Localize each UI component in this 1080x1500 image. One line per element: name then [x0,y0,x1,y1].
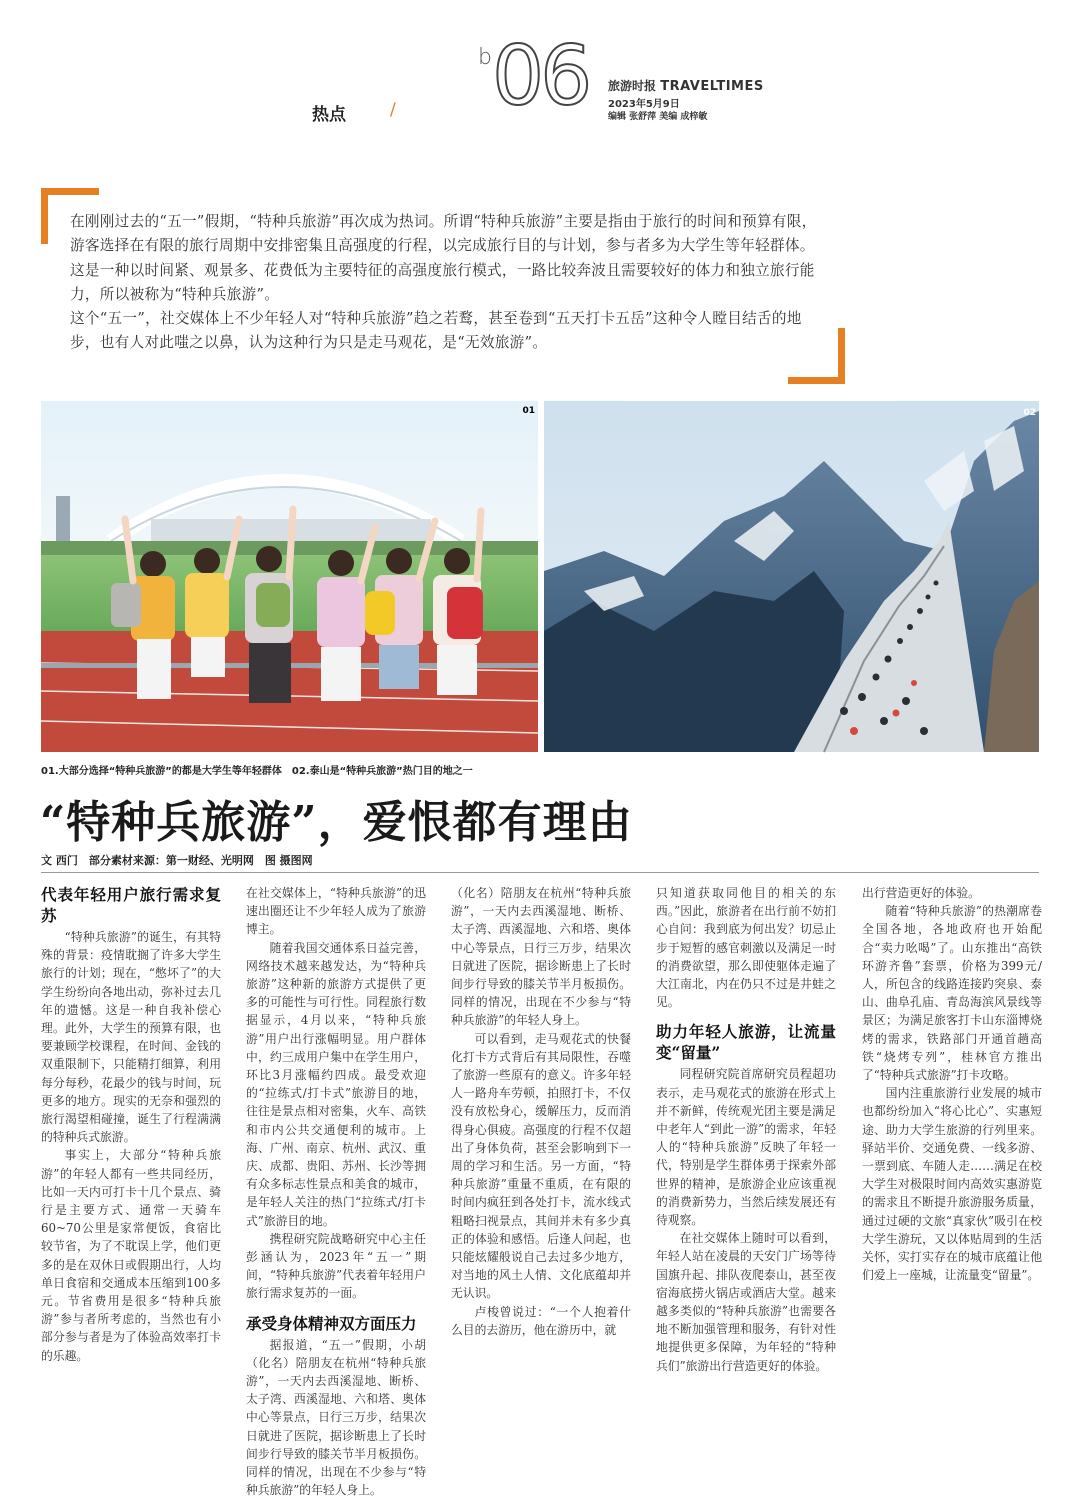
page-letter: b [478,45,492,70]
bracket-bottom-right-vertical [838,328,845,384]
photo-students-illustration [41,401,538,752]
page-number: 06 [492,29,589,124]
photo-number-02: 02 [1023,408,1036,418]
paragraph: 只知道获取同他目的相关的东西。”因此，旅游者在出行前不妨扪心自问：我到底为何出发？切忌止步于短暂的感官刺激以及满足一时的消费欲望，那么即使躯体走遍了大江南北，内在仍只不过是井蛙之见。 [656,886,836,1010]
paragraph: 在社交媒体上，“特种兵旅游”的迅速出圈还让不少年轻人成为了旅游博主。 [246,886,426,937]
subheading: 承受身体精神双方面压力 [246,1313,417,1333]
intro-paragraph: 在刚刚过去的“五一”假期，“特种兵旅游”再次成为热词。所谓“特种兵旅游”主要是指由于旅行的时间和预算有限，游客选择在有限的旅行周期中安排密集且高强度的行程，以完成旅行目的与计划，参与者多为大学生等年轻群体。这是一种以时间紧、观景多、花费低为主要特征的高强度旅行模式，一路比较奔波且需要较好的体力和独立旅行能力，所以被称为“特种兵旅游”。 [70,213,817,303]
divider [41,872,1039,873]
bracket-top-left [41,188,99,195]
bracket-bottom-right [788,377,845,384]
paragraph: “特种兵旅游”的诞生，有其特殊的背景：疫情耽搁了许多大学生旅行的计划；现在，“憋坏了”的大学生纷纷向各地出动，弥补过去几年的遗憾。这是一种自我补偿心理。此外，大学生的预算有限，也要兼顾学校课程，在时间、金钱的双重限制下，只能精打细算，利用每分每秒，花最少的钱与时间，玩更多的地方。现实的无奈和强烈的旅行渴望相碰撞，诞生了行程满满的特种兵式旅游。 [41,930,221,1145]
subheading: 助力年轻人旅游，让流量变“留量” [656,1022,836,1063]
article-column-5 [862,884,1042,1284]
paragraph: 携程研究院战略研究中心主任彭涵认为，2023年“五一”期间，“特种兵旅游”代表着年轻用户旅行需求复苏的一面。 [246,1231,426,1301]
article-byline: 文 西门 部分素材来源：第一财经、光明网 图 摄图网 [41,854,313,867]
article-column-1 [41,884,221,1365]
intro-paragraph: 这个“五一”，社交媒体上不少年轻人对“特种兵旅游”趋之若鹜，甚至卷到“五天打卡五岳”这种令人瞠目结舌的地步，也有人对此嗤之以鼻，认为这种行为只是走马观花，是“无效旅游”。 [70,310,802,352]
paragraph: 卢梭曾说过：“一个人抱着什么目的去游历，他在游历中，就 [451,1304,631,1337]
paragraph: 出行营造更好的体验。 [862,886,980,900]
paragraph: 在社交媒体上随时可以看到，年轻人站在凌晨的天安门广场等待国旗升起、排队夜爬泰山，甚至夜宿海底捞火锅店或酒店大堂。越来越多类似的“特种兵旅游”也需要各地不断加强管理和服务，有针对性地提供更多保障，为年轻的“特种兵们”旅游出行营造更好的体验。 [656,1231,836,1373]
paper-editor: 编辑 张舒萍 美编 成梓敏 [608,112,708,122]
photo-caption: 01.大部分选择“特种兵旅游”的都是大学生等年轻群体 02.泰山是“特种兵旅游”热门目的地之一 [41,766,473,777]
paragraph: 随着“特种兵旅游”的热潮席卷全国各地，各地政府也开始配合“卖力吆喝”了。山东推出“高铁环游齐鲁”套票，价格为399元/人，所包含的线路连接趵突泉、泰山、曲阜孔庙、青岛海滨风景线等景区；为满足旅客打卡山东淄博烧烤的需求，铁路部门开通首趟高铁“烧烤专列”，桂林官方推出了“特种兵式旅游”打卡攻略。 [862,904,1042,1083]
article-headline: “特种兵旅游”，爱恨都有理由 [40,797,633,848]
paragraph: （化名）陪朋友在杭州“特种兵旅游”，一天内去西溪湿地、断桥、太子湾、西溪湿地、六和塔、奥体中心等景点，日行三万步，结果次日就进了医院，据诊断患上了长时间步行导致的膝关节半月板损伤。同样的情况，出现在不少参与“特种兵旅游”的年轻人身上。 [451,886,631,1028]
article-column-3 [451,884,631,1339]
section-slash: / [390,100,396,120]
photo-mount-tai [544,401,1039,752]
intro-text [70,210,820,356]
article-column-2 [246,884,426,1498]
paragraph: 国内注重旅游行业发展的城市也都纷纷加入“将心比心”、实惠短途、助力大学生旅游的行列里来。驿站半价、交通免费、一线多游、一票到底、车随人走……满足在校大学生对极限时间内高效实惠游览的需求且不断提升旅游服务质量，通过过硬的文旅“真家伙”吸引在校大学生游玩，又以体贴周到的生活关怀，实打实存在的城市底蕴让他们爱上一座城，让流量变“留量”。 [862,1086,1042,1283]
paragraph: 据报道，“五一”假期，小胡（化名）陪朋友在杭州“特种兵旅游”，一天内去西溪湿地、断桥、太子湾、西溪湿地、六和塔、奥体中心等景点，日行三万步，结果次日就进了医院，据诊断患上了长时间步行导致的膝关节半月板损伤。同样的情况，出现在不少参与“特种兵旅游”的年轻人身上。 [246,1337,426,1498]
paragraph: 可以看到，走马观花式的快餐化打卡方式背后有其局限性，吞噬了旅游一些原有的意义。许多年轻人一路舟车劳顿，拍照打卡，不仅没有放松身心，缓解压力，反而消得身心俱疲。高强度的行程不仅超出了身体负荷，甚至会影响到下一周的学习和生活。另一方面，“特种兵旅游”重量不重质，在有限的时间内疯狂到各处打卡，流水线式粗略扫视景点，其间并未有多少真正的体验和感悟。后逢人问起，也只能炫耀般说自己去过多少地方，对当地的风土人情、文化底蕴却并无认识。 [451,1031,631,1301]
paper-date: 2023年5月9日 [608,99,680,110]
article-column-4 [656,884,836,1374]
section-label: 热点 [312,105,346,125]
photo-number-01: 01 [522,406,535,416]
paragraph: 事实上，大部分“特种兵旅游”的年轻人都有一些共同经历，比如一天内可打卡十几个景点、骑行是主要方式、通常一天骑车60~70公里是家常便饭，食宿比较节省，为了不耽误上学，他们更多的是在双休日或假期出行，人均单日食宿和交通成本压缩到100多元。节省费用是很多“特种兵旅游”参与者所考虑的，当然也有小部分参与者是为了体验高效率打卡的乐趣。 [41,1148,221,1363]
paper-name [608,77,764,94]
paper-name-en: TRAVELTIMES [660,79,764,94]
paper-name-cn: 旅游时报 [608,79,657,93]
photo-students [41,401,538,752]
subheading: 代表年轻用户旅行需求复苏 [41,885,221,925]
photo-mount-tai-illustration [544,401,1039,752]
paragraph: 随着我国交通体系日益完善，网络技术越来越发达，为“特种兵旅游”这种新的旅游方式提供了更多的可能性与可行性。同程旅行数据显示，4月以来，“特种兵旅游”用户出行涨幅明显。用户群体中，约三成用户集中在学生用户，环比3月涨幅约四成。最受欢迎的“拉练式/打卡式”旅游目的地，往往是景点相对密集，火车、高铁和市内公共交通便利的城市。上海、广州、南京、杭州、武汉、重庆、成都、贵阳、苏州、长沙等拥有众多标志性景点和美食的城市，是年轻人关注的热门“拉练式/打卡式”旅游目的地。 [246,940,426,1228]
paragraph: 同程研究院首席研究员程超功表示，走马观花式的旅游在形式上并不新鲜，传统观光团主要是满足中老年人“到此一游”的需求，年轻人的“特种兵旅游”反映了年轻一代，特别是学生群体勇于探索外部世界的精神，是旅游企业应该重视的消费新势力，当然后续发展还有待观察。 [656,1067,836,1228]
bracket-top-left-vertical [41,188,48,244]
